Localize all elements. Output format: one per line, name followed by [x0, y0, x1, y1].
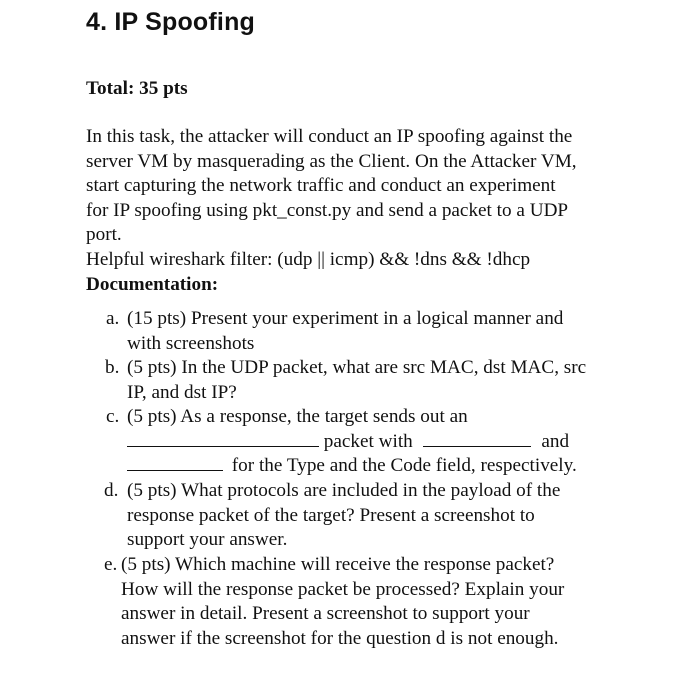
question-line: answer if the screenshot for the question d is not enough. — [121, 627, 559, 649]
question-line: with screenshots — [127, 332, 255, 354]
question-letter: a. — [106, 308, 120, 329]
question-line: (5 pts) Which machine will receive the response packet? — [121, 554, 555, 575]
question-line: (15 pts) Present your experiment in a logical manner and — [127, 308, 564, 329]
question-line-with-blanks — [127, 454, 577, 479]
answer-blank[interactable] — [423, 430, 531, 447]
total-points: Total: 35 pts — [86, 78, 188, 99]
question-line: support your answer. — [127, 529, 288, 551]
question-line-with-blanks — [127, 430, 577, 455]
question-line: How will the response packet be processed? Explain your — [121, 578, 565, 600]
question-line: (5 pts) In the UDP packet, what are src MAC, dst MAC, src — [127, 357, 587, 378]
question-line: (5 pts) What protocols are included in the payload of the — [127, 480, 561, 501]
answer-blank[interactable] — [127, 454, 223, 471]
blank-connector-text: and — [541, 430, 570, 452]
answer-blank[interactable] — [127, 430, 319, 447]
question-line: IP, and dst IP? — [127, 381, 237, 403]
blank-connector-text: packet with — [323, 430, 413, 452]
intro-line: In this task, the attacker will conduct an IP spoofing against the — [86, 126, 573, 147]
section-heading: 4. IP Spoofing — [86, 8, 256, 36]
question-letter: b. — [105, 357, 120, 378]
blank-connector-text: for the Type and the Code field, respectively. — [231, 455, 577, 477]
intro-paragraph — [86, 125, 646, 248]
question-line: (5 pts) As a response, the target sends out an — [127, 406, 468, 427]
question-line: response packet of the target? Present a screenshot to — [127, 504, 535, 526]
question-letter: d. — [104, 480, 119, 501]
intro-line: port. — [86, 224, 122, 246]
intro-line: server VM by masquerading as the Client. On the Attacker VM, — [86, 150, 577, 172]
intro-line: start capturing the network traffic and conduct an experiment — [86, 175, 556, 197]
documentation-label: Documentation: — [86, 274, 219, 295]
question-letter: e. — [104, 554, 118, 575]
question-line: answer in detail. Present a screenshot to support your — [121, 603, 530, 625]
question-letter: c. — [106, 406, 120, 427]
wireshark-filter-hint: Helpful wireshark filter: (udp || icmp) && !dns && !dhcp — [86, 249, 531, 270]
intro-line: for IP spoofing using pkt_const.py and send a packet to a UDP — [86, 199, 569, 221]
